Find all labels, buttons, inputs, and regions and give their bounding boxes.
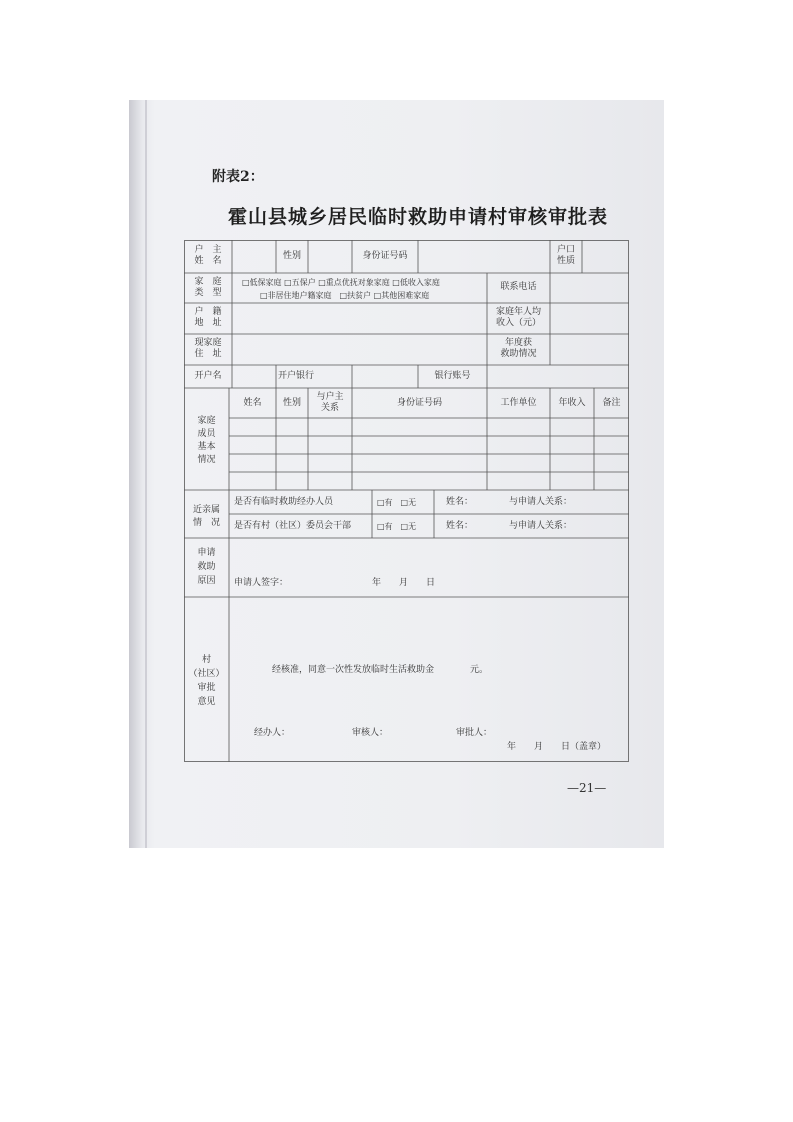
handler-label: 经办人： [254, 728, 291, 738]
figure-label: 附表2： [212, 169, 264, 185]
approval-statement: 经核准，同意一次性发放临时生活救助金 元。 [272, 665, 489, 675]
family-type-label: 家 庭 类 型 [194, 277, 222, 298]
relatives-cadre-yes-no: □有 □无 [377, 522, 417, 531]
member-col-remark: 备注 [602, 398, 621, 408]
relatives-staff-name: 姓名： [446, 497, 474, 507]
annual-aid-label: 年度获 救助情况 [500, 338, 537, 359]
bank-label: 开户银行 [277, 371, 314, 381]
relatives-cadre-relation: 与申请人关系： [509, 521, 573, 531]
family-members-label: 家庭 成员 基本 情况 [197, 416, 216, 465]
registered-address-label: 户 籍 地 址 [194, 307, 222, 328]
application-form-table [184, 240, 629, 762]
member-col-income: 年收入 [558, 398, 586, 408]
family-type-options-line1: □低保家庭 □五保户 □重点优抚对象家庭 □低收入家庭 [242, 278, 440, 287]
reviewer-label: 审核人： [352, 728, 389, 738]
account-name-label: 开户名 [194, 371, 222, 381]
relatives-question-staff: 是否有临时救助经办人员 [234, 497, 334, 507]
hukou-type-label: 户口 性质 [556, 245, 575, 266]
member-col-gender: 性别 [282, 398, 301, 408]
family-type-options-line2: □非居住地户籍家庭 □扶贫户 □其他困难家庭 [260, 291, 430, 300]
head-of-household-label: 户 主 姓 名 [194, 245, 222, 266]
member-col-relation: 与户主 关系 [316, 392, 344, 413]
member-col-name: 姓名 [243, 398, 262, 408]
relatives-question-cadre: 是否有村（社区）委员会干部 [234, 521, 352, 531]
account-number-label: 银行账号 [434, 371, 471, 381]
relatives-staff-relation: 与申请人关系： [509, 497, 573, 507]
relatives-staff-yes-no: □有 □无 [377, 498, 417, 507]
current-address-label: 现家庭 住 址 [194, 338, 222, 359]
applicant-signature-date: 年 月 日 [372, 578, 436, 588]
id-number-label: 身份证号码 [362, 251, 408, 261]
income-label: 家庭年人均 收入（元） [495, 307, 541, 328]
reason-label: 申请 救助 原因 [197, 548, 216, 586]
scan-fold-line [145, 100, 147, 848]
member-col-id: 身份证号码 [396, 398, 442, 408]
form-title: 霍山县城乡居民临时救助申请村审核审批表 [227, 206, 608, 228]
member-col-work-unit: 工作单位 [500, 398, 537, 408]
approver-label: 审批人： [456, 728, 493, 738]
page-number: —21— [567, 781, 607, 795]
relatives-label: 近亲属 情 况 [192, 505, 220, 528]
phone-label: 联系电话 [500, 282, 537, 292]
relatives-cadre-name: 姓名： [446, 521, 474, 531]
village-opinion-label: 村 （社区） 审批 意见 [188, 655, 225, 707]
gender-label: 性别 [282, 251, 301, 261]
applicant-signature-label: 申请人签字： [234, 578, 289, 588]
approval-date-seal: 年 月 日（盖章） [507, 742, 607, 752]
